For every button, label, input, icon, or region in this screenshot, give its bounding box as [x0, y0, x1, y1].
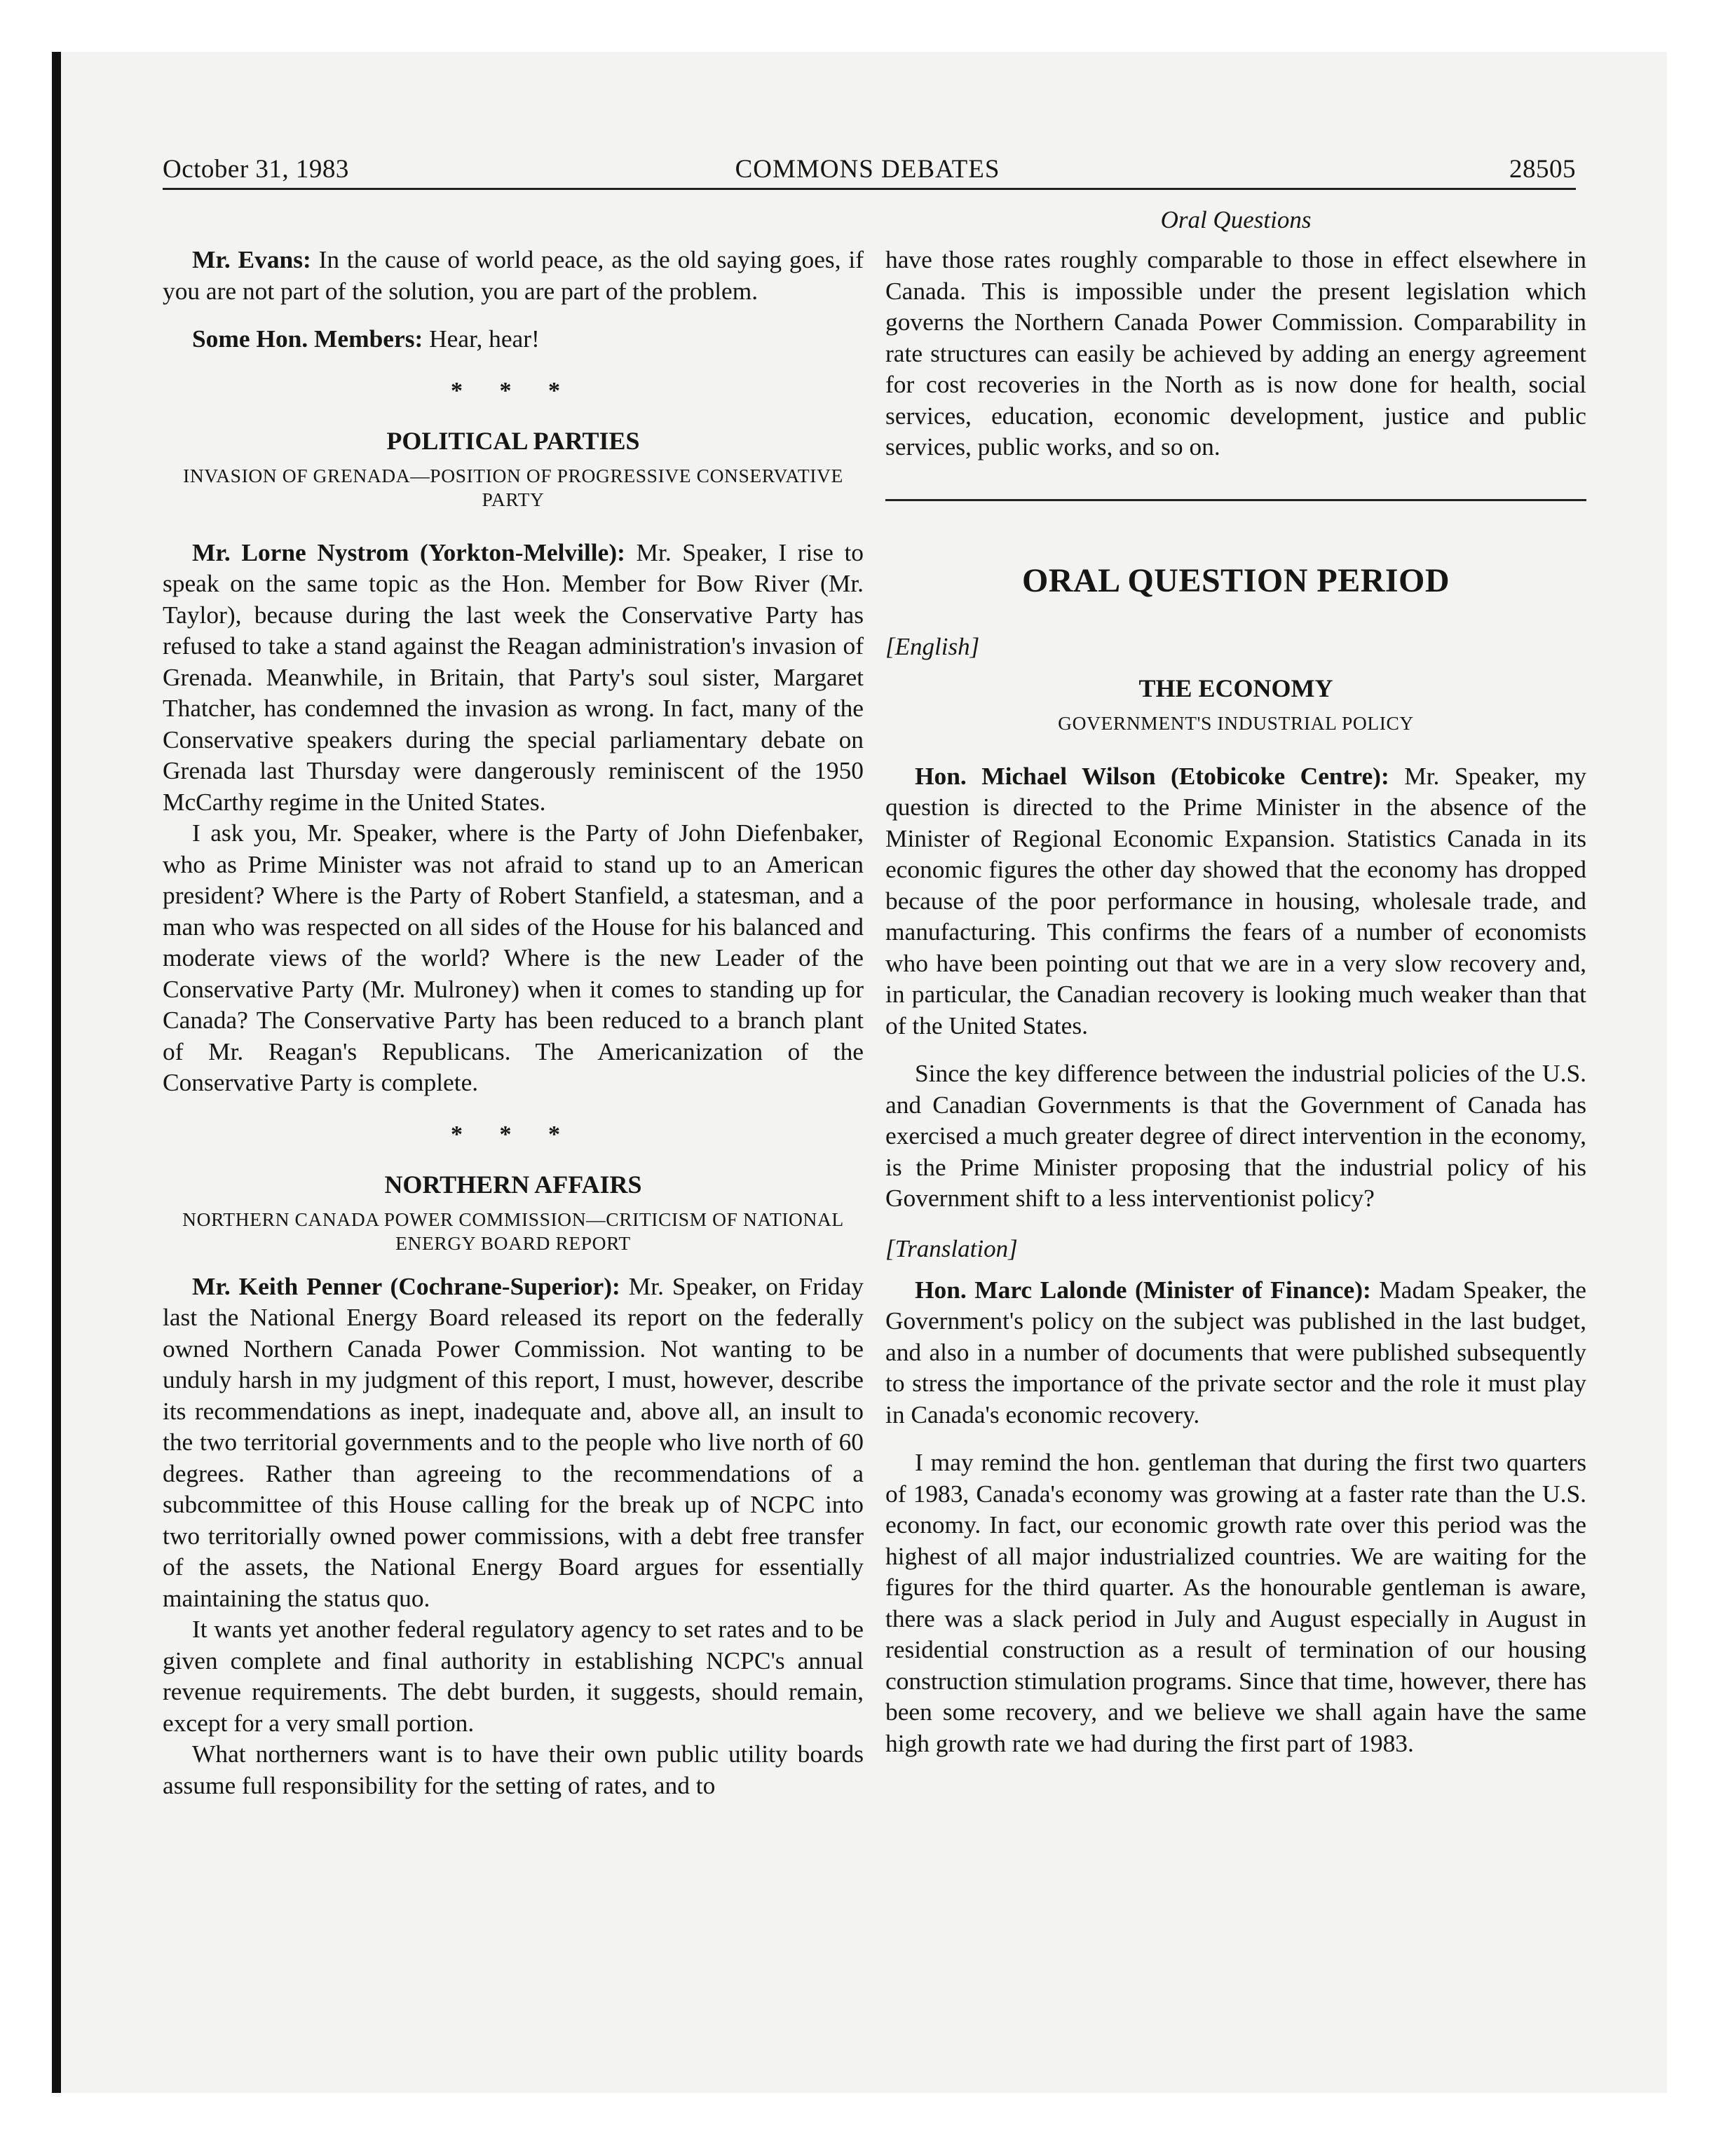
speaker-name: Hon. Michael Wilson (Etobicoke Centre):	[915, 761, 1389, 790]
section-divider-stars: * * *	[451, 377, 576, 404]
speech-nystrom-continued: I ask you, Mr. Speaker, where is the Party of John Diefenbaker, who as Prime Minister was not afraid to stand up to an American president? Where is the Party of Robert Stanfield, a statesman, and a man who was respected on all sides of the House for his balanced and moderate views of the world? Where is the new Leader of the Conservative Party (Mr. Mulroney) when it comes to standing up for Canada? The Conservative Party has been reduced to a branch plant of Mr. Reagan's Republicans. The Americanization of the Conservative Party is complete.	[163, 819, 864, 1096]
subheading-grenada: INVASION OF GRENADA—POSITION OF PROGRESSIVE CONSERVATIVE PARTY	[183, 464, 843, 510]
speech-penner-continued-2: What northerners want is to have their own public utility boards assume full responsibility for the setting of rates, and to	[163, 1740, 864, 1799]
speaker-name: Some Hon. Members:	[192, 325, 423, 353]
header-date: October 31, 1983	[163, 155, 349, 184]
speech-evans	[163, 244, 864, 306]
binding-edge	[52, 52, 61, 2093]
section-divider-stars: * * *	[451, 1121, 576, 1147]
speaker-name: Mr. Evans:	[192, 245, 311, 273]
section-heading-northern-affairs: NORTHERN AFFAIRS	[384, 1170, 642, 1199]
speech-nystrom	[163, 537, 864, 818]
speech-text: Mr. Speaker, I rise to speak on the same topic as the Hon. Member for Bow River (Mr. Taylor), because during the last week the Conservative Party has refused to take a stand against the Reagan administration's invasion of Grenada. Meanwhile, in Britain, that Party's soul sister, Margaret Thatcher, has condemned the invasion as wrong. In fact, many of the Conservative speakers during the special parliamentary debate on Grenada last Thursday were dangerously reminiscent of the 1950 McCarthy regime in the United States.	[163, 538, 864, 816]
speaker-name: Hon. Marc Lalonde (Minister of Finance):	[915, 1275, 1371, 1304]
speech-text: Hear, hear!	[423, 325, 540, 353]
speech-lalonde-continued: I may remind the hon. gentleman that during the first two quarters of 1983, Canada's economy was growing at a faster rate than the U.S. economy. In fact, our economic growth rate over this period was the highest of all major industrialized countries. We are waiting for the figures for the third quarter. As the honourable gentleman is aware, there was a slack period in July and August especially in August in residential construction as a result of termination of our housing construction stimulation programs. Since that time, however, there has been some recovery, and we believe we shall again have the same high growth rate we had during the first part of 1983.	[885, 1448, 1586, 1757]
speaker-name: Mr. Keith Penner (Cochrane-Superior):	[192, 1271, 620, 1300]
running-head: Oral Questions	[1160, 206, 1312, 233]
speech-text: Mr. Speaker, my question is directed to the Prime Minister in the absence of the Minister of Regional Economic Expansion. Statistics Canada in its economic figures the other day showed that the economy has dropped because of the poor performance in housing, wholesale trade, and manufacturing. This confirms the fears of a number of economists who have been pointing out that we are in a very slow recovery and, in particular, the Canadian recovery is looking much weaker than that of the United States.	[885, 761, 1586, 1039]
section-heading-political-parties: POLITICAL PARTIES	[386, 426, 640, 455]
language-marker-english: [English]	[885, 632, 980, 660]
speech-some-members	[163, 323, 864, 355]
speech-text: In the cause of world peace, as the old saying goes, if you are not part of the solution, you are part of the problem.	[163, 245, 864, 305]
speech-penner-continued: It wants yet another federal regulatory agency to set rates and to be given complete and final authority in establishing NCPC's annual revenue requirements. The debt burden, it suggests, should remain, except for a very small portion.	[163, 1615, 864, 1737]
speech-penner-continuation: have those rates roughly comparable to those in effect elsewhere in Canada. This is impossible under the present legislation which governs the Northern Canada Power Commission. Comparability in rate structures can easily be achieved by adding an energy agreement for cost recoveries in the North as is now done for health, social services, education, economic development, justice and public services, public works, and so on.	[885, 245, 1586, 460]
speech-lalonde	[885, 1274, 1586, 1431]
header-publication: COMMONS DEBATES	[735, 155, 1000, 184]
speech-text: Mr. Speaker, on Friday last the National Energy Board released its report on the federally owned Northern Canada Power Commission. Not wanting to be unduly harsh in my judgment of this report, I must, however, describe its recommendations as inept, inadequate and, above all, an insult to the two territorial governments and to the people who live north of 60 degrees. Rather than agreeing to the recommendations of a subcommittee of this House calling for the break up of NCPC into two territorially owned power commissions, with a debt free transfer of the assets, the National Energy Board argues for essentially maintaining the status quo.	[163, 1271, 864, 1612]
right-column	[885, 196, 1586, 1759]
header-rule	[163, 188, 1576, 190]
major-heading-oral-question-period: ORAL QUESTION PERIOD	[1021, 561, 1450, 599]
column-rule	[885, 499, 1586, 501]
header-page-number: 28505	[1509, 155, 1576, 184]
left-column-top-spacer	[163, 196, 864, 244]
subheading-ncpc: NORTHERN CANADA POWER COMMISSION—CRITICISM OF NATIONAL ENERGY BOARD REPORT	[182, 1208, 844, 1254]
speaker-name: Mr. Lorne Nystrom (Yorkton-Melville):	[192, 538, 625, 566]
speech-penner	[163, 1271, 864, 1614]
section-heading-economy: THE ECONOMY	[1138, 674, 1333, 702]
subheading-industrial-policy: GOVERNMENT'S INDUSTRIAL POLICY	[1058, 711, 1414, 734]
left-column	[163, 196, 864, 1801]
speech-wilson-continued: Since the key difference between the industrial policies of the U.S. and Canadian Governments is that the Government of Canada has exercised a much greater degree of direct intervention in the economy, is the Prime Minister proposing that the industrial policy of his Government shift to a less interventionist policy?	[885, 1059, 1586, 1212]
speech-text: Madam Speaker, the Government's policy on the subject was published in the last budget, and also in a number of documents that were published subsequently to stress the importance of the private sector and the role it must play in Canada's economic recovery.	[885, 1275, 1586, 1428]
language-marker-translation: [Translation]	[885, 1234, 1018, 1262]
speech-wilson	[885, 760, 1586, 1042]
